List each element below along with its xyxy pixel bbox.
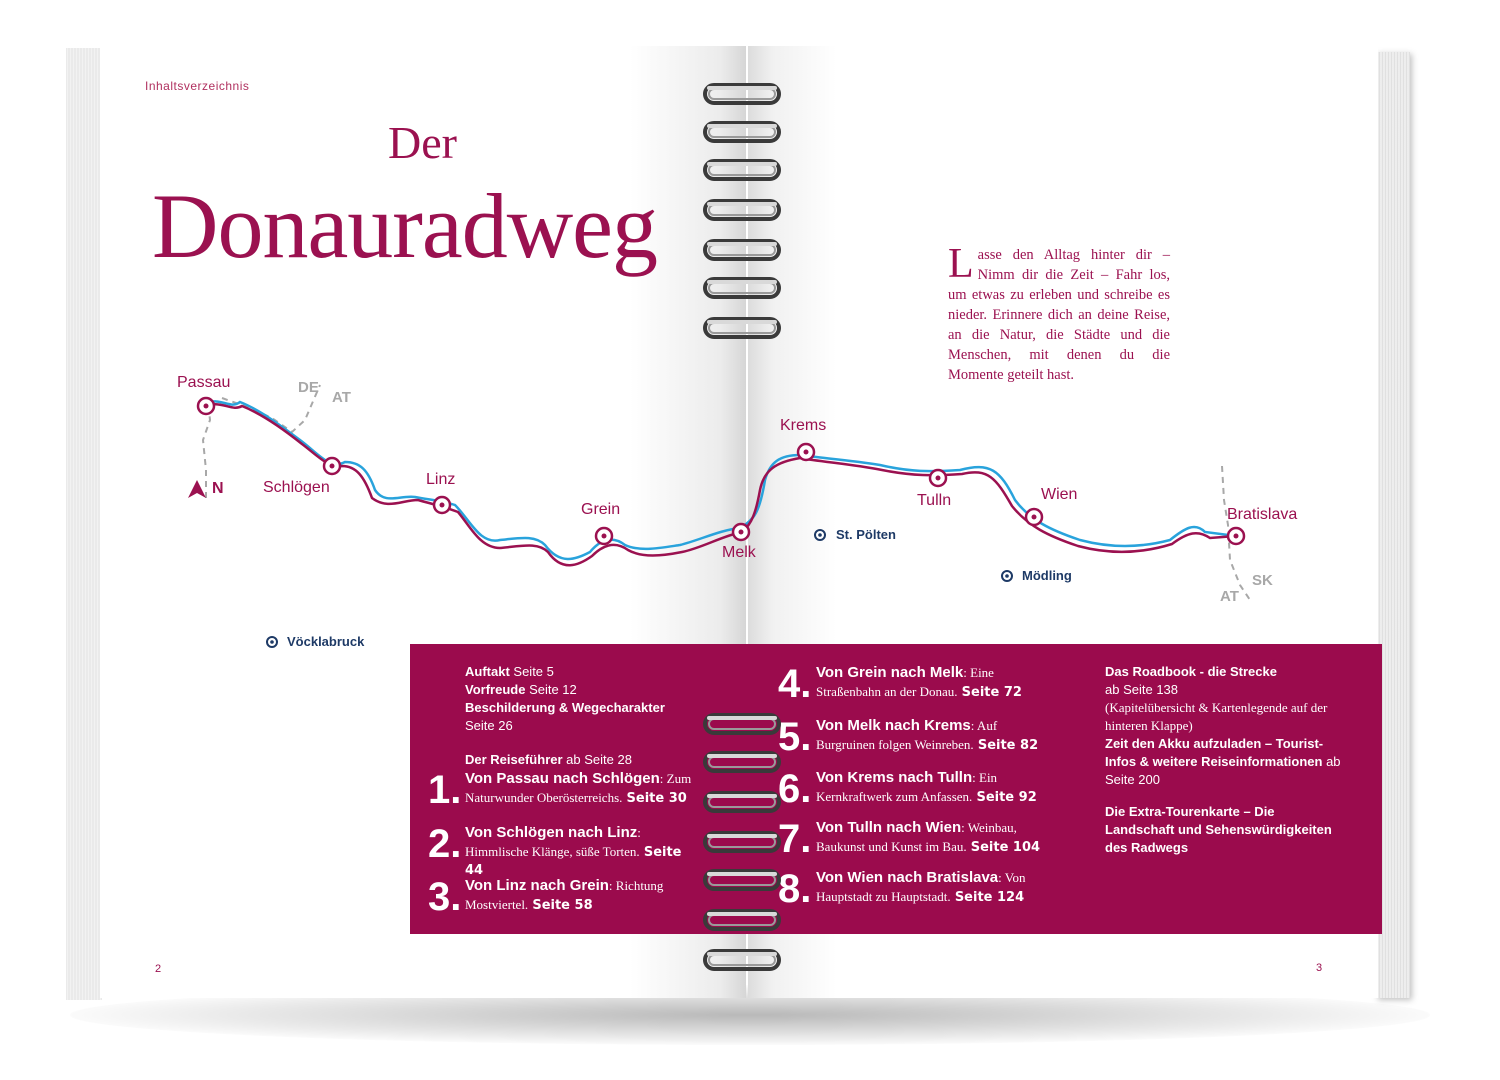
city-label-bratislava: Bratislava	[1227, 506, 1298, 523]
toc-beschilderung-page: Seite 26	[465, 718, 513, 733]
stage-page: Seite 104	[970, 840, 1041, 855]
toc-roadbook	[1105, 663, 1345, 857]
toc-vorfreude-page: Seite 12	[529, 682, 577, 697]
binding-ring	[703, 712, 781, 736]
stage-page: Seite 124	[954, 890, 1025, 905]
border-label-at-east: AT	[1220, 588, 1239, 605]
stage-number: 4.	[778, 662, 812, 706]
town-label-st-poelten: St. Pölten	[836, 527, 896, 542]
intro-dropcap: L	[948, 241, 974, 287]
binding-ring	[703, 868, 781, 892]
stage-description: : Ein Kernkraftwerk zum Anfassen.	[816, 770, 998, 804]
stage-number: 7.	[778, 817, 812, 861]
city-label-melk: Melk	[722, 544, 756, 561]
north-label: N	[212, 480, 224, 497]
binding-ring	[703, 790, 781, 814]
binding-ring	[703, 276, 781, 300]
binding-ring	[703, 830, 781, 854]
stage-title: Von Tulln nach Wien	[816, 819, 962, 836]
city-label-krems: Krems	[780, 417, 827, 434]
stage-title: Von Linz nach Grein	[465, 877, 609, 894]
city-label-schloegen: Schlögen	[263, 479, 330, 496]
binding-ring	[703, 158, 781, 182]
stage-description: : Auf Burgruinen folgen Weinreben.	[816, 718, 998, 752]
page-title: Donauradweg	[152, 175, 658, 277]
toc-auftakt-page: Seite 5	[513, 664, 554, 679]
stage-page: Seite 92	[976, 790, 1037, 805]
north-arrow-icon	[188, 480, 206, 498]
stage-title: Von Wien nach Bratislava	[816, 869, 999, 886]
binding-ring	[703, 198, 781, 222]
binding-ring	[703, 948, 781, 972]
border-label-at: AT	[332, 389, 351, 406]
toc-auftakt-label: Auftakt	[465, 664, 510, 679]
town-label-moedling: Mödling	[1022, 568, 1072, 583]
city-label-tulln: Tulln	[917, 492, 952, 509]
stage-number: 5.	[778, 715, 812, 759]
city-label-linz: Linz	[426, 471, 456, 488]
city-label-grein: Grein	[581, 501, 621, 518]
stage-number: 8.	[778, 867, 812, 911]
stage-page: Seite 30	[626, 791, 687, 806]
stage-title: Von Schlögen nach Linz	[465, 824, 638, 841]
stage-title: Von Krems nach Tulln	[816, 769, 973, 786]
toc-akku-page: ab Seite 200	[1105, 754, 1341, 787]
running-head: Inhaltsverzeichnis	[145, 79, 250, 93]
binding-ring	[703, 82, 781, 106]
border-lines	[203, 385, 1250, 600]
toc-extra-label: Die Extra-Tourenkarte – Die Landschaft und Sehenswürdigkeiten des Radwegs	[1105, 804, 1332, 855]
stage-page: Seite 72	[961, 685, 1022, 700]
stage-number: 2.	[428, 822, 462, 866]
town-label-voecklabruck: Vöcklabruck	[287, 634, 365, 649]
stage-description: : Zum Naturwunder Oberösterreichs.	[465, 771, 692, 805]
city-label-passau: Passau	[177, 374, 231, 391]
page-number-left: 2	[155, 963, 162, 975]
stage-page: Seite 58	[532, 898, 593, 913]
border-label-sk: SK	[1252, 572, 1273, 589]
toc-akku-label: Zeit den Akku aufzuladen – Tourist-Infos & weitere Reiseinformationen	[1105, 736, 1324, 769]
binding-ring	[703, 120, 781, 144]
binding-ring	[703, 908, 781, 932]
toc-reisefuehrer-page: ab Seite 28	[566, 752, 632, 767]
stage-title: Von Melk nach Krems	[816, 717, 971, 734]
table-of-contents	[410, 644, 1382, 934]
stage-title: Von Passau nach Schlögen	[465, 770, 660, 787]
stage-number: 1.	[428, 768, 462, 812]
stage-description: : Himmlische Klänge, süße Torten.	[465, 825, 641, 859]
stage-description: : Von Hauptstadt zu Hauptstadt.	[816, 870, 1026, 904]
stage-description: : Eine Straßenbahn an der Donau.	[816, 665, 994, 699]
danube-river	[206, 401, 1236, 559]
stage-description: : Weinbau, Baukunst und Kunst im Bau.	[816, 820, 1017, 854]
stage-page: Seite 44	[465, 845, 682, 878]
city-label-wien: Wien	[1041, 486, 1078, 503]
binding-ring	[703, 750, 781, 774]
toc-reisefuehrer-label: Der Reiseführer	[465, 752, 563, 767]
stage-number: 3.	[428, 875, 462, 919]
border-label-de: DE	[298, 379, 319, 396]
stage-description: : Richtung Mostviertel.	[465, 878, 664, 912]
binding-ring	[703, 316, 781, 340]
toc-beschilderung-label: Beschilderung & Wegecharakter	[465, 700, 665, 715]
toc-roadbook-note: (Kapitelübersicht & Kartenlegende auf der hinteren Klappe)	[1105, 700, 1328, 733]
stage-number: 6.	[778, 767, 812, 811]
stage-page: Seite 82	[977, 738, 1039, 753]
title-small: Der	[388, 117, 457, 168]
intro-text: asse den Alltag hinter dir – Nimm dir die Zeit – Fahr los, um etwas zu erleben und schreibe es nieder. Erinnere dich an deine Reise, an die Natur, die Städte und die Menschen, mit denen du die Momente geteilt hast.	[948, 247, 1170, 383]
toc-roadbook-label: Das Roadbook - die Strecke	[1105, 664, 1277, 679]
toc-roadbook-page: ab Seite 138	[1105, 682, 1179, 697]
city-marker-dots	[204, 404, 1239, 539]
binding-ring	[703, 238, 781, 262]
toc-intro	[465, 663, 705, 769]
page-number-right: 3	[1316, 962, 1323, 974]
toc-vorfreude-label: Vorfreude	[465, 682, 526, 697]
stage-title: Von Grein nach Melk	[816, 664, 964, 681]
